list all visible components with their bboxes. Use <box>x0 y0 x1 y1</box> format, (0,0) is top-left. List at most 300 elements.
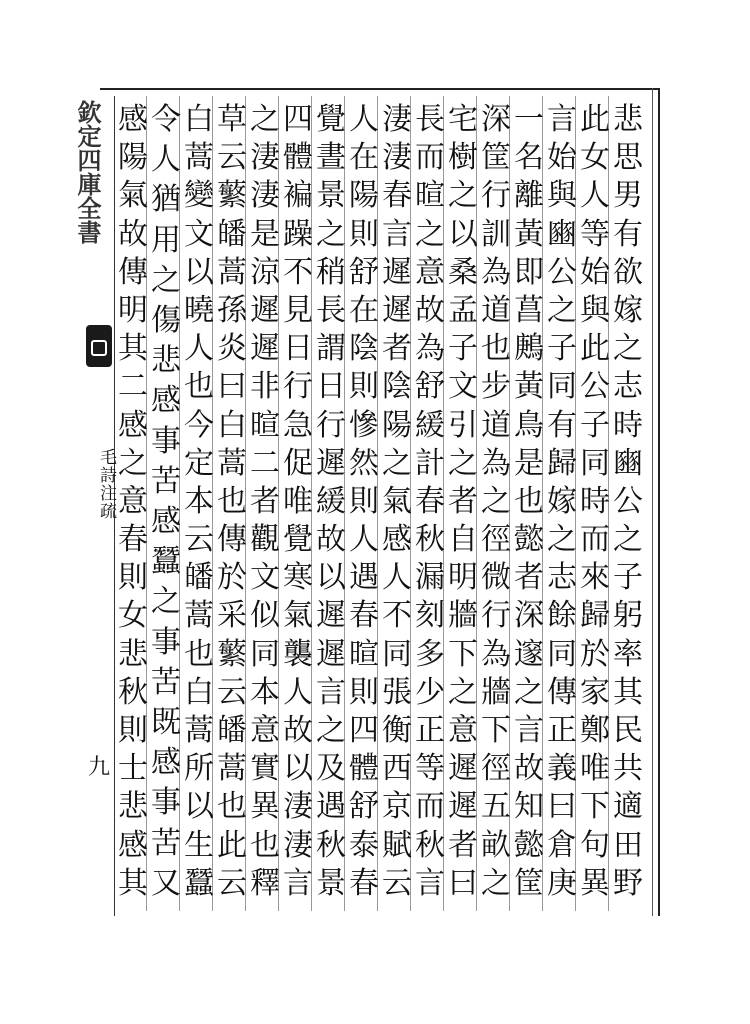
character: 景 <box>316 865 346 901</box>
character: 庚 <box>547 865 577 901</box>
character: 則 <box>118 560 148 596</box>
character: 子 <box>448 331 478 367</box>
character: 陰 <box>382 369 412 405</box>
character: 之 <box>613 522 643 558</box>
character: 二 <box>250 445 280 481</box>
character: 公 <box>580 369 610 405</box>
character: 不 <box>283 254 313 290</box>
text-column <box>546 102 578 902</box>
character: 而 <box>415 140 445 176</box>
character: 其 <box>118 331 148 367</box>
character: 遲 <box>382 254 412 290</box>
character: 秋 <box>415 827 445 863</box>
character: 之 <box>250 102 280 137</box>
character: 徑 <box>481 751 511 787</box>
character: 暄 <box>250 407 280 443</box>
character: 言 <box>514 713 544 748</box>
character: 白 <box>217 407 247 443</box>
character: 之 <box>151 262 181 298</box>
character: 深 <box>514 598 544 634</box>
character: 名 <box>514 140 544 176</box>
character: 之 <box>448 178 478 214</box>
character: 行 <box>316 407 346 443</box>
character: 為 <box>481 254 511 290</box>
character: 事 <box>151 624 181 660</box>
character: 始 <box>580 254 610 290</box>
character: 有 <box>613 216 643 252</box>
character: 釋 <box>250 865 280 901</box>
character: 蒿 <box>184 598 214 634</box>
character: 西 <box>382 751 412 787</box>
character: 菖 <box>514 292 544 328</box>
character: 歸 <box>580 598 610 634</box>
character: 與 <box>580 292 610 328</box>
character: 四 <box>283 102 313 137</box>
character: 即 <box>514 254 544 290</box>
character: 此 <box>580 102 610 137</box>
character: 以 <box>184 254 214 290</box>
character: 而 <box>415 789 445 825</box>
character: 感 <box>382 522 412 558</box>
character: 事 <box>151 423 181 459</box>
character: 賦 <box>382 827 412 863</box>
character: 也 <box>184 636 214 672</box>
character: 生 <box>184 827 214 863</box>
character: 異 <box>250 789 280 825</box>
text-column <box>315 102 347 902</box>
character: 皤 <box>217 216 247 252</box>
character: 道 <box>481 292 511 328</box>
character: 本 <box>250 674 280 710</box>
character: 言 <box>382 216 412 252</box>
text-column <box>480 102 512 902</box>
character: 自 <box>448 522 478 558</box>
character: 遲 <box>316 445 346 481</box>
character: 筐 <box>481 140 511 176</box>
page-inner-border-right <box>652 88 653 916</box>
character: 者 <box>382 331 412 367</box>
character: 慘 <box>349 407 379 443</box>
character: 鄭 <box>580 713 610 748</box>
character: 嫁 <box>547 483 577 519</box>
text-column <box>216 102 248 902</box>
character: 正 <box>547 713 577 748</box>
character: 春 <box>382 178 412 214</box>
text-column <box>249 102 281 902</box>
character: 意 <box>415 254 445 290</box>
character: 云 <box>217 865 247 901</box>
character: 此 <box>217 827 247 863</box>
character: 之 <box>481 483 511 519</box>
character: 白 <box>184 674 214 710</box>
character: 微 <box>481 560 511 596</box>
character: 訓 <box>481 216 511 252</box>
character: 悲 <box>118 636 148 672</box>
character: 明 <box>448 560 478 596</box>
character: 蘩 <box>217 636 247 672</box>
character: 言 <box>415 865 445 901</box>
character: 人 <box>349 522 379 558</box>
character: 士 <box>118 751 148 787</box>
character: 樹 <box>448 140 478 176</box>
fish-tail-mark-icon <box>86 325 112 367</box>
character: 陽 <box>349 178 379 214</box>
character: 張 <box>382 674 412 710</box>
character: 傳 <box>217 522 247 558</box>
character: 事 <box>151 785 181 821</box>
character: 女 <box>118 598 148 634</box>
character: 人 <box>283 674 313 710</box>
character: 實 <box>250 751 280 787</box>
character: 者 <box>250 483 280 519</box>
character: 五 <box>481 789 511 825</box>
character: 鶊 <box>514 331 544 367</box>
character: 舒 <box>415 369 445 405</box>
character: 意 <box>250 713 280 748</box>
character: 曰 <box>217 369 247 405</box>
character: 苦 <box>151 825 181 861</box>
character: 唯 <box>580 751 610 787</box>
character: 長 <box>415 102 445 137</box>
character: 唯 <box>283 483 313 519</box>
character: 正 <box>415 713 445 748</box>
character: 蒿 <box>217 254 247 290</box>
character: 及 <box>316 751 346 787</box>
character: 文 <box>250 560 280 596</box>
character: 之 <box>448 674 478 710</box>
character: 男 <box>613 178 643 214</box>
character: 句 <box>580 827 610 863</box>
character: 遲 <box>448 751 478 787</box>
character: 遇 <box>349 560 379 596</box>
margin-book-title: 毛詩注疏 <box>96 448 116 520</box>
character: 傳 <box>547 674 577 710</box>
character: 子 <box>547 331 577 367</box>
character: 義 <box>547 751 577 787</box>
character: 適 <box>613 789 643 825</box>
character: 草 <box>217 102 247 137</box>
character: 泰 <box>349 827 379 863</box>
character: 然 <box>349 445 379 481</box>
character: 氣 <box>118 178 148 214</box>
character: 之 <box>316 713 346 748</box>
character: 為 <box>481 445 511 481</box>
character: 秋 <box>415 522 445 558</box>
character: 行 <box>481 598 511 634</box>
character: 故 <box>415 292 445 328</box>
character: 田 <box>613 827 643 863</box>
character: 曰 <box>547 789 577 825</box>
character: 桑 <box>448 254 478 290</box>
character: 陰 <box>349 331 379 367</box>
character: 衡 <box>382 713 412 748</box>
character: 其 <box>613 674 643 710</box>
text-column <box>414 102 446 902</box>
character: 同 <box>547 636 577 672</box>
character: 來 <box>580 560 610 596</box>
character: 春 <box>415 483 445 519</box>
character: 孫 <box>217 292 247 328</box>
character: 似 <box>250 598 280 634</box>
character: 為 <box>415 331 445 367</box>
character: 人 <box>184 331 214 367</box>
character: 云 <box>217 140 247 176</box>
character: 孟 <box>448 292 478 328</box>
character: 離 <box>514 178 544 214</box>
character: 覺 <box>283 522 313 558</box>
character: 傳 <box>118 254 148 290</box>
character: 促 <box>283 445 313 481</box>
character: 體 <box>283 140 313 176</box>
character: 下 <box>448 636 478 672</box>
character: 淒 <box>250 140 280 176</box>
character: 在 <box>349 140 379 176</box>
page-number: 九 <box>88 755 111 780</box>
character: 倉 <box>547 827 577 863</box>
character: 漏 <box>415 560 445 596</box>
character: 等 <box>415 751 445 787</box>
character: 於 <box>217 560 247 596</box>
character: 少 <box>415 674 445 710</box>
character: 此 <box>580 331 610 367</box>
character: 有 <box>547 407 577 443</box>
text-column <box>348 102 380 902</box>
text-column <box>117 102 149 902</box>
spine-title: 欽定四庫全書 <box>73 100 102 244</box>
character: 同 <box>547 369 577 405</box>
character: 今 <box>184 407 214 443</box>
character: 時 <box>580 483 610 519</box>
character: 知 <box>514 789 544 825</box>
character: 又 <box>151 865 181 901</box>
character: 舒 <box>349 254 379 290</box>
character: 豳 <box>613 445 643 481</box>
character: 曉 <box>184 292 214 328</box>
character: 定 <box>184 445 214 481</box>
character: 之 <box>514 674 544 710</box>
character: 徑 <box>481 522 511 558</box>
character: 蘩 <box>217 178 247 214</box>
character: 之 <box>415 216 445 252</box>
character: 以 <box>448 216 478 252</box>
character: 遇 <box>316 789 346 825</box>
character: 故 <box>316 522 346 558</box>
character: 黃 <box>514 216 544 252</box>
character: 之 <box>118 445 148 481</box>
character: 行 <box>283 369 313 405</box>
character: 長 <box>316 292 346 328</box>
character: 者 <box>448 827 478 863</box>
character: 感 <box>118 102 148 137</box>
character: 牆 <box>448 598 478 634</box>
character: 之 <box>448 445 478 481</box>
character: 淒 <box>283 789 313 825</box>
character: 蠶 <box>151 544 181 580</box>
character: 用 <box>151 222 181 258</box>
character: 明 <box>118 292 148 328</box>
character: 暄 <box>349 636 379 672</box>
character: 同 <box>580 445 610 481</box>
character: 觀 <box>250 522 280 558</box>
character: 懿 <box>514 522 544 558</box>
character: 日 <box>316 369 346 405</box>
character: 是 <box>514 445 544 481</box>
character: 蒿 <box>217 751 247 787</box>
character: 覺 <box>316 102 346 137</box>
character: 悲 <box>613 102 643 137</box>
character: 氣 <box>382 483 412 519</box>
character: 則 <box>349 674 379 710</box>
character: 褊 <box>283 178 313 214</box>
character: 之 <box>547 292 577 328</box>
character: 以 <box>316 560 346 596</box>
character: 以 <box>283 751 313 787</box>
character: 之 <box>481 865 511 901</box>
character: 歸 <box>547 445 577 481</box>
character: 云 <box>184 522 214 558</box>
character: 家 <box>580 674 610 710</box>
character: 本 <box>184 483 214 519</box>
character: 畝 <box>481 827 511 863</box>
character: 豳 <box>547 216 577 252</box>
character: 襲 <box>283 636 313 672</box>
character: 等 <box>580 216 610 252</box>
character: 人 <box>151 142 181 178</box>
character: 者 <box>448 483 478 519</box>
text-column <box>183 102 215 902</box>
character: 筐 <box>514 865 544 901</box>
character: 遲 <box>316 636 346 672</box>
character: 下 <box>481 713 511 748</box>
character: 氣 <box>283 598 313 634</box>
character: 在 <box>349 292 379 328</box>
character: 步 <box>481 369 511 405</box>
character: 共 <box>613 751 643 787</box>
text-column <box>447 102 479 902</box>
character: 則 <box>118 713 148 748</box>
character: 悲 <box>118 789 148 825</box>
character: 傷 <box>151 303 181 339</box>
character: 感 <box>151 745 181 781</box>
character: 行 <box>481 178 511 214</box>
character: 蒿 <box>184 713 214 748</box>
character: 陽 <box>118 140 148 176</box>
character: 牆 <box>481 674 511 710</box>
character: 言 <box>316 674 346 710</box>
character: 感 <box>118 407 148 443</box>
character: 以 <box>184 789 214 825</box>
character: 不 <box>382 598 412 634</box>
character: 故 <box>283 713 313 748</box>
character: 緩 <box>316 483 346 519</box>
character: 於 <box>580 636 610 672</box>
character: 女 <box>580 140 610 176</box>
character: 嫁 <box>613 292 643 328</box>
character: 二 <box>118 369 148 405</box>
character: 日 <box>283 331 313 367</box>
character: 文 <box>448 369 478 405</box>
character: 炎 <box>217 331 247 367</box>
character: 春 <box>349 865 379 901</box>
character: 引 <box>448 407 478 443</box>
text-column <box>579 102 611 902</box>
text-column <box>612 102 644 902</box>
character: 遲 <box>250 292 280 328</box>
character: 人 <box>349 102 379 137</box>
character: 皤 <box>184 560 214 596</box>
character: 遲 <box>448 789 478 825</box>
character: 稍 <box>316 254 346 290</box>
character: 黃 <box>514 369 544 405</box>
character: 懿 <box>514 827 544 863</box>
character: 之 <box>316 216 346 252</box>
character: 感 <box>151 383 181 419</box>
character: 下 <box>580 789 610 825</box>
character: 也 <box>250 827 280 863</box>
character: 始 <box>547 140 577 176</box>
character: 子 <box>580 407 610 443</box>
character: 暄 <box>415 178 445 214</box>
character: 之 <box>151 584 181 620</box>
character: 言 <box>547 102 577 137</box>
character: 遲 <box>316 598 346 634</box>
character: 曰 <box>448 865 478 901</box>
character: 之 <box>613 331 643 367</box>
text-column <box>282 102 314 902</box>
character: 為 <box>481 636 511 672</box>
character: 也 <box>184 369 214 405</box>
character: 與 <box>547 178 577 214</box>
character: 蒿 <box>184 140 214 176</box>
character: 秋 <box>316 827 346 863</box>
character: 故 <box>118 216 148 252</box>
character: 涼 <box>250 254 280 290</box>
character: 既 <box>151 705 181 741</box>
character: 蠶 <box>184 865 214 901</box>
character: 謂 <box>316 331 346 367</box>
character: 刻 <box>415 598 445 634</box>
character: 之 <box>382 445 412 481</box>
character: 則 <box>349 216 379 252</box>
character: 也 <box>481 331 511 367</box>
character: 云 <box>382 865 412 901</box>
character: 時 <box>613 407 643 443</box>
character: 秋 <box>118 674 148 710</box>
page-border-right <box>658 88 660 916</box>
character: 春 <box>349 598 379 634</box>
character: 邃 <box>514 636 544 672</box>
character: 感 <box>118 827 148 863</box>
character: 者 <box>514 560 544 596</box>
character: 見 <box>283 292 313 328</box>
character: 異 <box>580 865 610 901</box>
page-border-top <box>100 88 660 90</box>
character: 遲 <box>382 292 412 328</box>
character: 思 <box>613 140 643 176</box>
character: 公 <box>613 483 643 519</box>
character: 意 <box>448 713 478 748</box>
character: 猶 <box>151 182 181 218</box>
character: 淒 <box>250 178 280 214</box>
character: 緩 <box>415 407 445 443</box>
character: 淒 <box>382 102 412 137</box>
character: 云 <box>217 674 247 710</box>
text-column <box>381 102 413 902</box>
character: 則 <box>349 483 379 519</box>
character: 餘 <box>547 598 577 634</box>
character: 景 <box>316 178 346 214</box>
character: 公 <box>547 254 577 290</box>
